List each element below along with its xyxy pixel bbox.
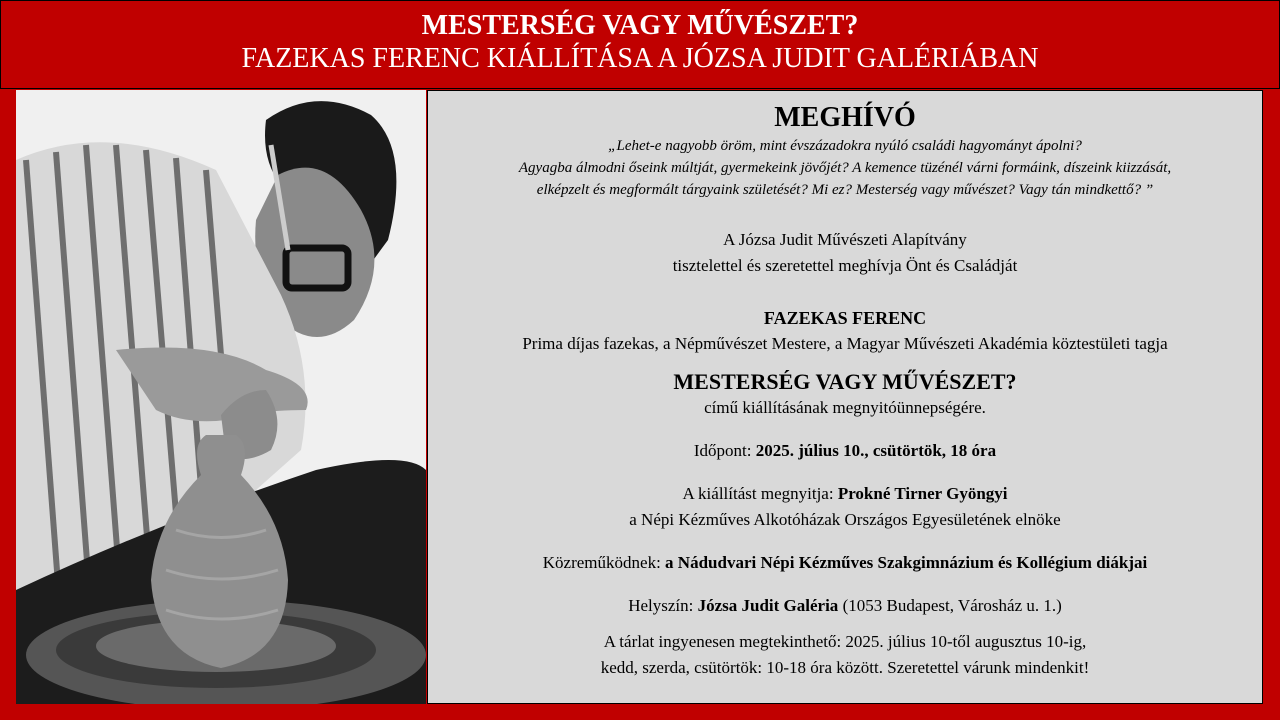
exhibition-title: MESTERSÉG VAGY MŰVÉSZET? — [673, 369, 1017, 394]
foundation-text — [428, 227, 1262, 279]
opener-role: a Népi Kézműves Alkotóházak Országos Egyesületének elnöke — [629, 510, 1061, 529]
contributors — [428, 550, 1262, 576]
invitation-panel — [427, 90, 1263, 704]
venue — [428, 593, 1262, 619]
invitation-title: MEGHÍVÓ — [774, 102, 916, 133]
potter-photo — [16, 90, 426, 704]
header-subtitle: FAZEKAS FERENC KIÁLLÍTÁSA A JÓZSA JUDIT GALÉRIÁBAN — [241, 43, 1039, 74]
artist-title: Prima díjas fazekas, a Népművészet Mestere, a Magyar Művészeti Akadémia köztestületi tagja — [522, 334, 1168, 353]
contributors-label: Közreműködnek: — [542, 553, 666, 572]
header-title: MESTERSÉG VAGY MŰVÉSZET? — [421, 10, 859, 41]
quote-line: elképzelt és megformált tárgyaink születését? Mi ez? Mesterség vagy művészet? Vagy tán mindkettő? ” — [536, 182, 1154, 198]
venue-address: (1053 Budapest, Városház u. 1.) — [838, 596, 1062, 615]
foundation-line: tisztelettel és szeretettel meghívja Önt és Családját — [672, 256, 1018, 275]
opener-label: A kiállítást megnyitja: — [682, 484, 838, 503]
time-value: 2025. július 10., csütörtök, 18 óra — [755, 441, 997, 460]
event-time — [428, 438, 1262, 464]
invitation-quote — [428, 135, 1262, 201]
visiting-line: A tárlat ingyenesen megtekinthető: 2025. július 10-től augusztus 10-ig, — [603, 632, 1087, 651]
quote-line: „Lehet-e nagyobb öröm, mint évszázadokra nyúló családi hagyományt ápolni? — [608, 138, 1082, 154]
foundation-line: A Józsa Judit Művészeti Alapítvány — [723, 230, 967, 249]
venue-name: Józsa Judit Galéria — [697, 596, 839, 615]
exhibition-subtitle: című kiállításának megnyitóünnepségére. — [704, 398, 986, 417]
venue-label: Helyszín: — [628, 596, 698, 615]
opener-name: Prokné Tirner Gyöngyi — [837, 484, 1008, 503]
time-label: Időpont: — [693, 441, 756, 460]
visiting-line: kedd, szerda, csütörtök: 10-18 óra között. Szeretettel várunk mindenkit! — [600, 658, 1090, 677]
visiting-info — [428, 629, 1262, 681]
potter-illustration — [16, 90, 426, 704]
opener — [428, 481, 1262, 533]
contributors-value: a Nádudvari Népi Kézműves Szakgimnázium és Kollégium diákjai — [665, 553, 1148, 572]
header-banner — [0, 0, 1280, 89]
quote-line: Agyagba álmodni őseink múltját, gyermekeink jövőjét? A kemence tüzénél várni formáink, díszeink kiizzását, — [518, 160, 1172, 176]
artist-name: FAZEKAS FERENC — [763, 308, 927, 328]
